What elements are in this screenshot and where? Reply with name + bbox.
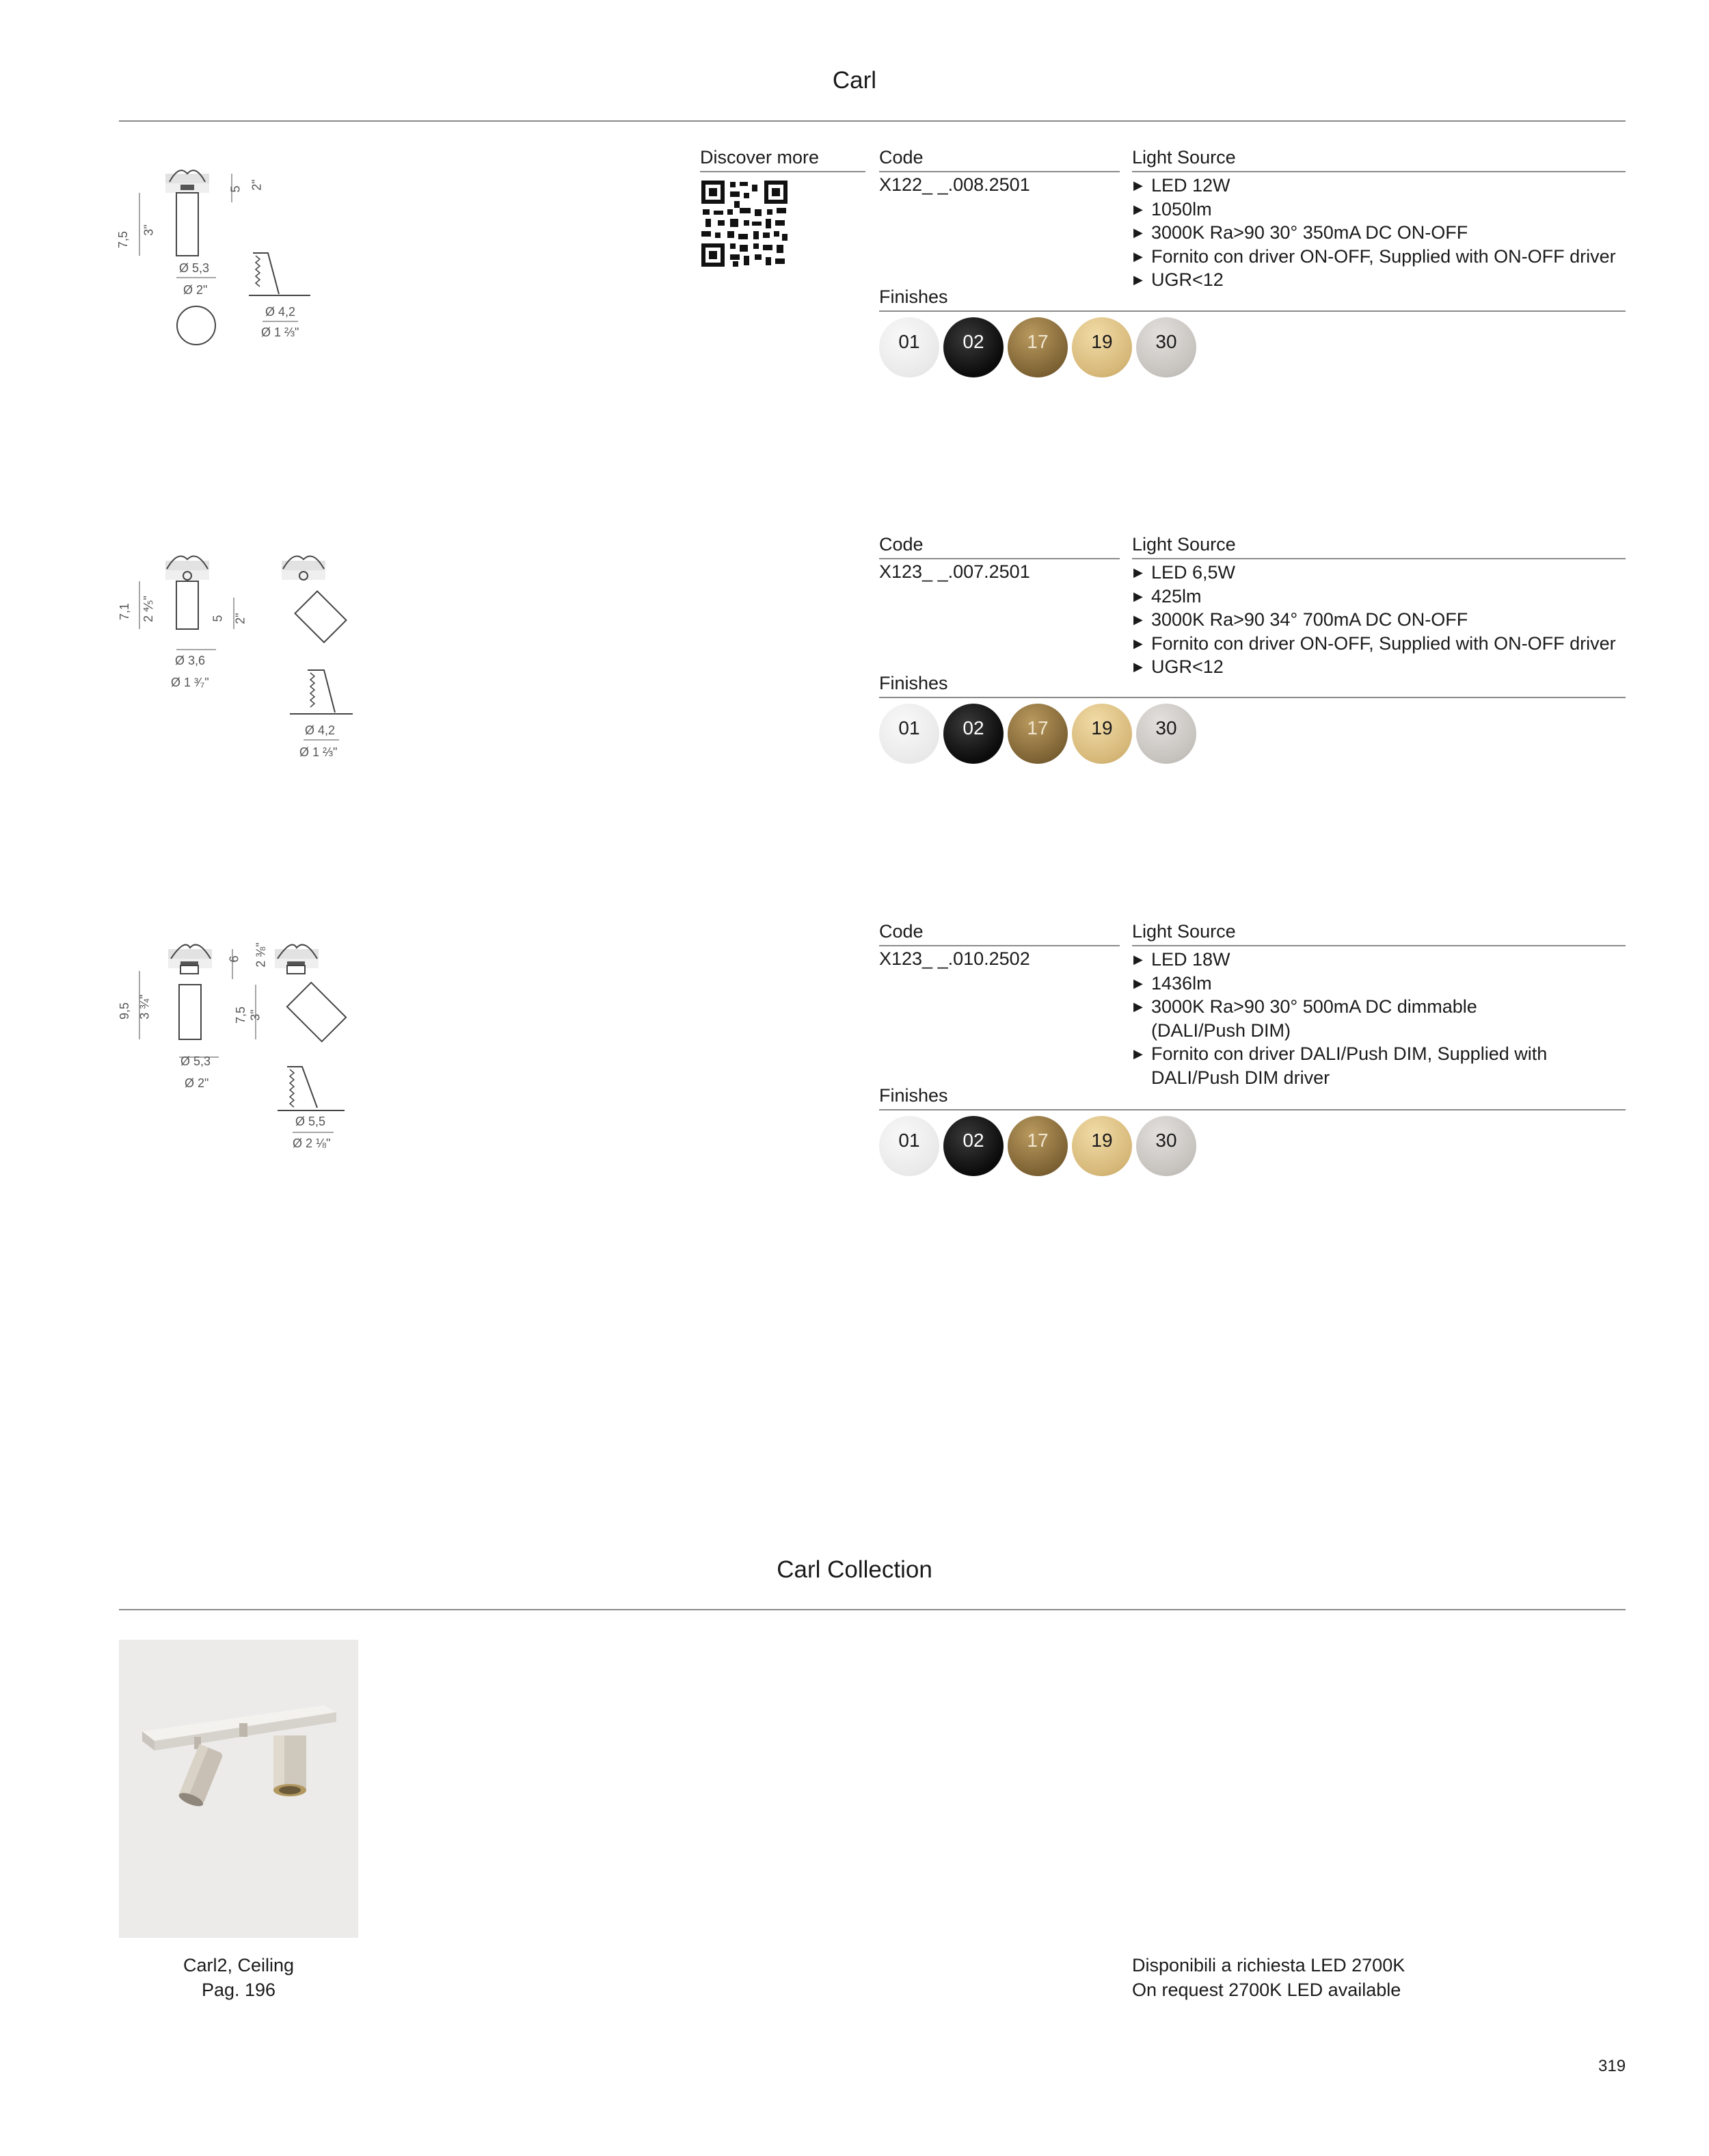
dim-diameter-in: Ø 2" [183, 283, 208, 297]
dim-cutout: Ø 4,2 [305, 723, 336, 737]
collection-divider [119, 1609, 1626, 1610]
light-source-underline [1132, 945, 1626, 946]
dim-top-in: 2 ⅜" [254, 942, 268, 968]
code-label: Code [879, 534, 924, 555]
dim-diameter: Ø 3,6 [175, 654, 206, 667]
collection-item-image[interactable] [119, 1640, 358, 1938]
finish-swatch-17[interactable]: 17 [1008, 317, 1068, 377]
code-label: Code [879, 921, 924, 942]
finish-swatch-30[interactable]: 30 [1136, 704, 1196, 764]
light-source-item: ▶ UGR<12 [1133, 269, 1224, 290]
light-source-item: ▶ 3000K Ra>90 34° 700mA DC ON-OFF [1133, 609, 1468, 630]
dim-diameter: Ø 5,3 [180, 1054, 211, 1068]
light-source-item: ▶ LED 6,5W [1133, 562, 1236, 583]
dim-top: 6 [227, 955, 241, 963]
product-code: X123_ _.007.2501 [879, 561, 1030, 582]
finish-swatch-17[interactable]: 17 [1008, 704, 1068, 764]
finish-swatch-02[interactable]: 02 [943, 704, 1004, 764]
code-label: Code [879, 147, 924, 168]
qr-code[interactable] [700, 179, 789, 268]
dim-height-in: 3 ¾" [137, 994, 152, 1020]
finishes-swatches [879, 317, 1221, 379]
light-source-item: ▶ UGR<12 [1133, 656, 1224, 677]
light-source-underline [1132, 171, 1626, 172]
finish-swatch-02[interactable]: 02 [943, 317, 1004, 377]
dim-diameter-in: Ø 1 ³⁄₇" [171, 676, 209, 689]
dim-height: 7,5 [116, 230, 131, 249]
light-source-label: Light Source [1132, 921, 1236, 942]
light-source-list [1132, 561, 1631, 679]
dim-diameter-in: Ø 2" [185, 1076, 209, 1090]
drawing-2-svg [119, 533, 365, 780]
light-source-item: ▶ 1050lm [1133, 198, 1212, 219]
light-source-item: ▶ LED 18W [1133, 949, 1230, 970]
availability-en: On request 2700K LED available [1132, 1980, 1401, 2000]
finishes-label: Finishes [879, 1085, 948, 1106]
finish-swatch-30[interactable]: 30 [1136, 317, 1196, 377]
dim-body-in: 3" [248, 1009, 263, 1021]
dim-top-in: 2" [250, 179, 264, 191]
code-underline [879, 558, 1120, 559]
finishes-swatches [879, 1116, 1221, 1177]
light-source-item: ▶ 425lm [1133, 585, 1202, 607]
finish-swatch-30[interactable]: 30 [1136, 1116, 1196, 1176]
finish-swatch-19[interactable]: 19 [1072, 1116, 1132, 1176]
light-source-list [1132, 948, 1570, 1089]
header-divider [119, 120, 1626, 122]
light-source-item: ▶ Fornito con driver ON-OFF, Supplied with ON-OFF driver [1133, 633, 1616, 654]
collection-item-caption[interactable] [119, 1953, 358, 2002]
dim-body-in: 2" [233, 613, 247, 624]
light-source-item: ▶ Fornito con driver ON-OFF, Supplied with ON-OFF driver [1133, 245, 1616, 267]
dim-body: 5 [211, 615, 225, 622]
finishes-label: Finishes [879, 287, 948, 307]
dim-body: 7,5 [234, 1006, 248, 1024]
product-code: X122_ _.008.2501 [879, 174, 1030, 195]
dim-cutout: Ø 5,5 [295, 1115, 326, 1128]
finish-swatch-01[interactable]: 01 [879, 1116, 939, 1176]
drawing-3-svg [119, 920, 379, 1167]
dim-diameter: Ø 5,3 [179, 261, 210, 275]
collection-item-name: Carl2, Ceiling [183, 1955, 295, 1975]
dim-height-in: 3" [142, 224, 156, 236]
finish-swatch-02[interactable]: 02 [943, 1116, 1004, 1176]
finishes-underline [879, 697, 1626, 698]
dim-height: 7,1 [118, 602, 132, 621]
dim-height-in: 2 ⅘" [141, 596, 155, 622]
discover-underline [700, 171, 865, 172]
dim-top: 5 [228, 185, 243, 193]
light-source-item: ▶ LED 12W [1133, 175, 1230, 196]
collection-title: Carl Collection [777, 1556, 932, 1583]
finishes-label: Finishes [879, 673, 948, 693]
page-number: 319 [1598, 2057, 1626, 2075]
technical-drawing-2 [119, 533, 365, 780]
technical-drawing-3 [119, 920, 379, 1167]
product-code: X123_ _.010.2502 [879, 948, 1030, 969]
dim-cutout-in: Ø 1 ⅔" [299, 745, 338, 759]
dim-cutout-in: Ø 2 ⅛" [293, 1136, 331, 1150]
light-source-label: Light Source [1132, 534, 1236, 555]
dim-cutout-in: Ø 1 ⅔" [261, 325, 299, 339]
collection-item-page: Pag. 196 [201, 1980, 276, 2000]
finish-swatch-19[interactable]: 19 [1072, 317, 1132, 377]
finishes-swatches [879, 704, 1221, 765]
availability-it: Disponibili a richiesta LED 2700K [1132, 1955, 1405, 1975]
finish-swatch-01[interactable]: 01 [879, 704, 939, 764]
light-source-item: ▶ 3000K Ra>90 30° 500mA DC dimmable (DALI/Push DIM) [1133, 996, 1477, 1041]
light-source-item: ▶ Fornito con driver DALI/Push DIM, Supplied with DALI/Push DIM driver [1133, 1043, 1548, 1088]
finishes-underline [879, 1109, 1626, 1110]
finish-swatch-19[interactable]: 19 [1072, 704, 1132, 764]
dim-cutout: Ø 4,2 [265, 305, 296, 319]
finishes-underline [879, 310, 1626, 312]
light-source-label: Light Source [1132, 147, 1236, 168]
discover-more-label: Discover more [700, 147, 820, 168]
finish-swatch-17[interactable]: 17 [1008, 1116, 1068, 1176]
light-source-item: ▶ 3000K Ra>90 30° 350mA DC ON-OFF [1133, 222, 1468, 243]
code-underline [879, 945, 1120, 946]
availability-note [1132, 1953, 1405, 2002]
light-source-list [1132, 174, 1631, 292]
technical-drawing-1 [116, 144, 324, 349]
light-source-item: ▶ 1436lm [1133, 972, 1212, 994]
page-title: Carl [832, 67, 877, 94]
light-source-underline [1132, 558, 1626, 559]
finish-swatch-01[interactable]: 01 [879, 317, 939, 377]
code-underline [879, 171, 1120, 172]
dim-height: 9,5 [118, 1002, 132, 1020]
ceiling-lamp-illustration [119, 1640, 358, 1938]
